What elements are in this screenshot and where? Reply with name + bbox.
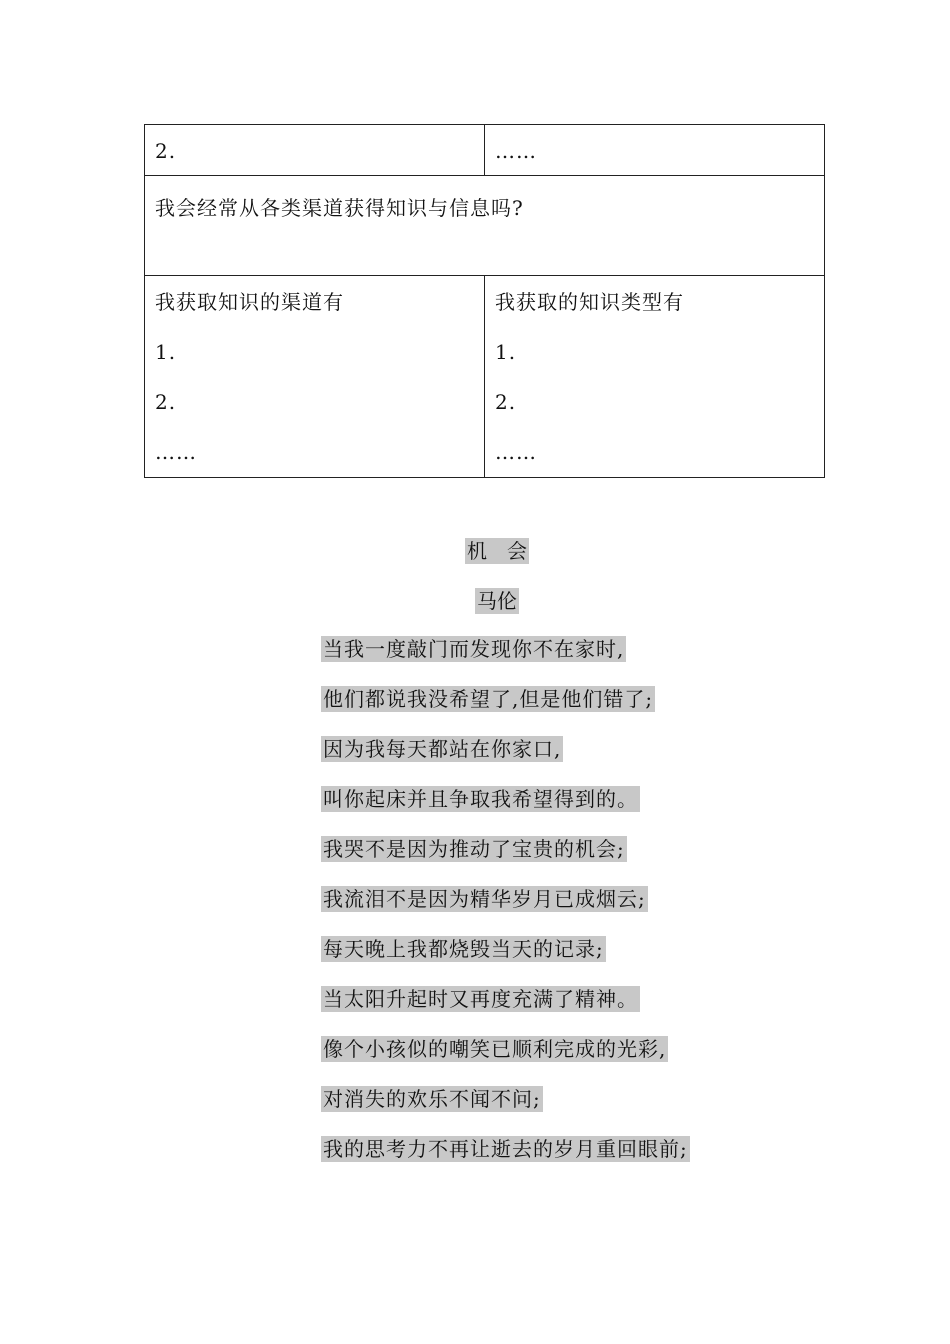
list-item: 1.	[155, 340, 177, 364]
poem-line-text: 我流泪不是因为精华岁月已成烟云;	[323, 887, 646, 911]
list-item: ……	[155, 440, 197, 464]
poem-line-text: 像个小孩似的嘲笑已顺利完成的光彩,	[323, 1037, 667, 1061]
poem-line	[321, 736, 690, 786]
poem-line	[321, 936, 690, 986]
poem-author	[22, 588, 950, 614]
poem-line-text: 叫你起床并且争取我希望得到的。	[323, 787, 638, 811]
types-cell	[485, 276, 825, 478]
poem-line	[321, 1086, 690, 1136]
poem-line	[321, 1136, 690, 1186]
channels-cell	[145, 276, 485, 478]
knowledge-worksheet-table	[144, 124, 825, 478]
question-cell	[145, 176, 825, 276]
poem-line-text: 我哭不是因为推动了宝贵的机会;	[323, 837, 625, 861]
ellipsis: ……	[495, 139, 537, 163]
list-item: ……	[495, 440, 537, 464]
table-row	[145, 276, 825, 478]
poem-line-text: 当太阳升起时又再度充满了精神。	[323, 987, 638, 1011]
poem-line	[321, 986, 690, 1036]
types-heading: 我获取的知识类型有	[495, 290, 684, 314]
poem-line-text: 我的思考力不再让逝去的岁月重回眼前;	[323, 1137, 688, 1161]
poem-line	[321, 1036, 690, 1086]
poem-title	[22, 538, 950, 564]
poem-line-text: 当我一度敲门而发现你不在家时,	[323, 637, 625, 661]
poem-line	[321, 886, 690, 936]
poem-title-text: 机 会	[467, 539, 527, 563]
list-number: 2.	[155, 139, 177, 163]
list-item: 2.	[495, 390, 517, 414]
table-cell	[145, 125, 485, 176]
poem-line	[321, 686, 690, 736]
poem-line-text: 对消失的欢乐不闻不问;	[323, 1087, 541, 1111]
poem-line	[321, 836, 690, 886]
table-cell	[485, 125, 825, 176]
channels-heading: 我获取知识的渠道有	[155, 290, 344, 314]
poem-line	[321, 786, 690, 836]
poem-line-text: 他们都说我没希望了,但是他们错了;	[323, 687, 654, 711]
poem-body	[321, 636, 690, 1186]
poem-line-text: 因为我每天都站在你家口,	[323, 737, 562, 761]
question-text: 我会经常从各类渠道获得知识与信息吗?	[155, 196, 524, 220]
poem-line	[321, 636, 690, 686]
poem-line-text: 每天晚上我都烧毁当天的记录;	[323, 937, 604, 961]
table-row	[145, 125, 825, 176]
poem-author-text: 马伦	[477, 589, 517, 613]
list-item: 1.	[495, 340, 517, 364]
table-row	[145, 176, 825, 276]
list-item: 2.	[155, 390, 177, 414]
